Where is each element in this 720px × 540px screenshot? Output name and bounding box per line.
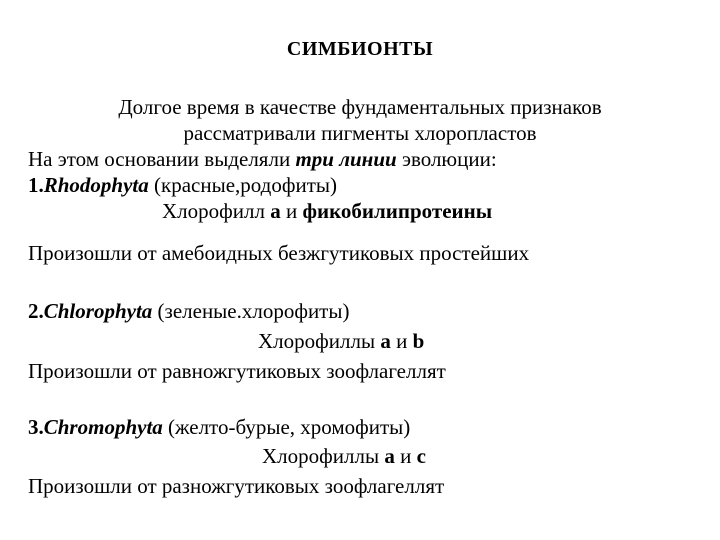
lineage-2-pigments [258, 328, 424, 354]
lineage-1-pigment-a: а [270, 199, 281, 223]
lineage-3-pigments [262, 443, 426, 469]
lineage-3-pigment-mid: и [394, 444, 417, 468]
lineage-3-pigment-a: а [384, 444, 395, 468]
intro-line-3-post: эволюции: [396, 147, 497, 171]
lineage-3-pigment-pre: Хлорофиллы [262, 444, 385, 468]
intro-line-1: Долгое время в качестве фундаментальных признаков [118, 95, 602, 119]
lineage-1-heading [28, 172, 337, 198]
lineage-1-pigments [162, 198, 492, 224]
intro-line-3 [28, 146, 497, 172]
lineage-1-origin: Произошли от амебоидных безжгутиковых простейших [28, 241, 530, 265]
lineage-2-pigment-a: а [380, 329, 391, 353]
lineage-1-name: Rhodophyta [43, 173, 149, 197]
intro-line-3-pre: На этом основании выделяли [28, 147, 296, 171]
intro-line-2: рассматривали пигменты хлоропластов [183, 121, 537, 145]
lineage-2-pigment-b: b [412, 329, 425, 353]
lineage-3-pigment-b: с [416, 444, 426, 468]
lineage-3-name: Chromophyta [43, 415, 163, 439]
lineage-3-heading [28, 414, 410, 440]
lineage-2-desc: (зеленые.хлорофиты) [152, 299, 350, 323]
lineage-1-pigment-b: фикобилипротеины [302, 199, 493, 223]
lineage-2-origin: Произошли от равножгутиковых зоофлагеллят [28, 359, 446, 383]
lineage-2-pigment-pre: Хлорофиллы [258, 329, 381, 353]
slide-title: СИМБИОНТЫ [286, 38, 434, 60]
lineage-3-desc: (желто-бурые, хромофиты) [162, 415, 411, 439]
lineage-1-pigment-pre: Хлорофилл [162, 199, 271, 223]
lineage-1-number: 1. [28, 173, 44, 197]
lineage-1-desc: (красные,родофиты) [148, 173, 337, 197]
lineage-3-number: 3. [28, 415, 44, 439]
lineage-2-heading [28, 298, 349, 324]
intro-line-3-emphasis: три линии [295, 147, 397, 171]
lineage-2-number: 2. [28, 299, 44, 323]
lineage-3-origin: Произошли от разножгутиковых зоофлагеллят [28, 474, 445, 498]
lineage-2-pigment-mid: и [390, 329, 413, 353]
lineage-2-name: Chlorophyta [43, 299, 153, 323]
lineage-1-pigment-mid: и [280, 199, 303, 223]
